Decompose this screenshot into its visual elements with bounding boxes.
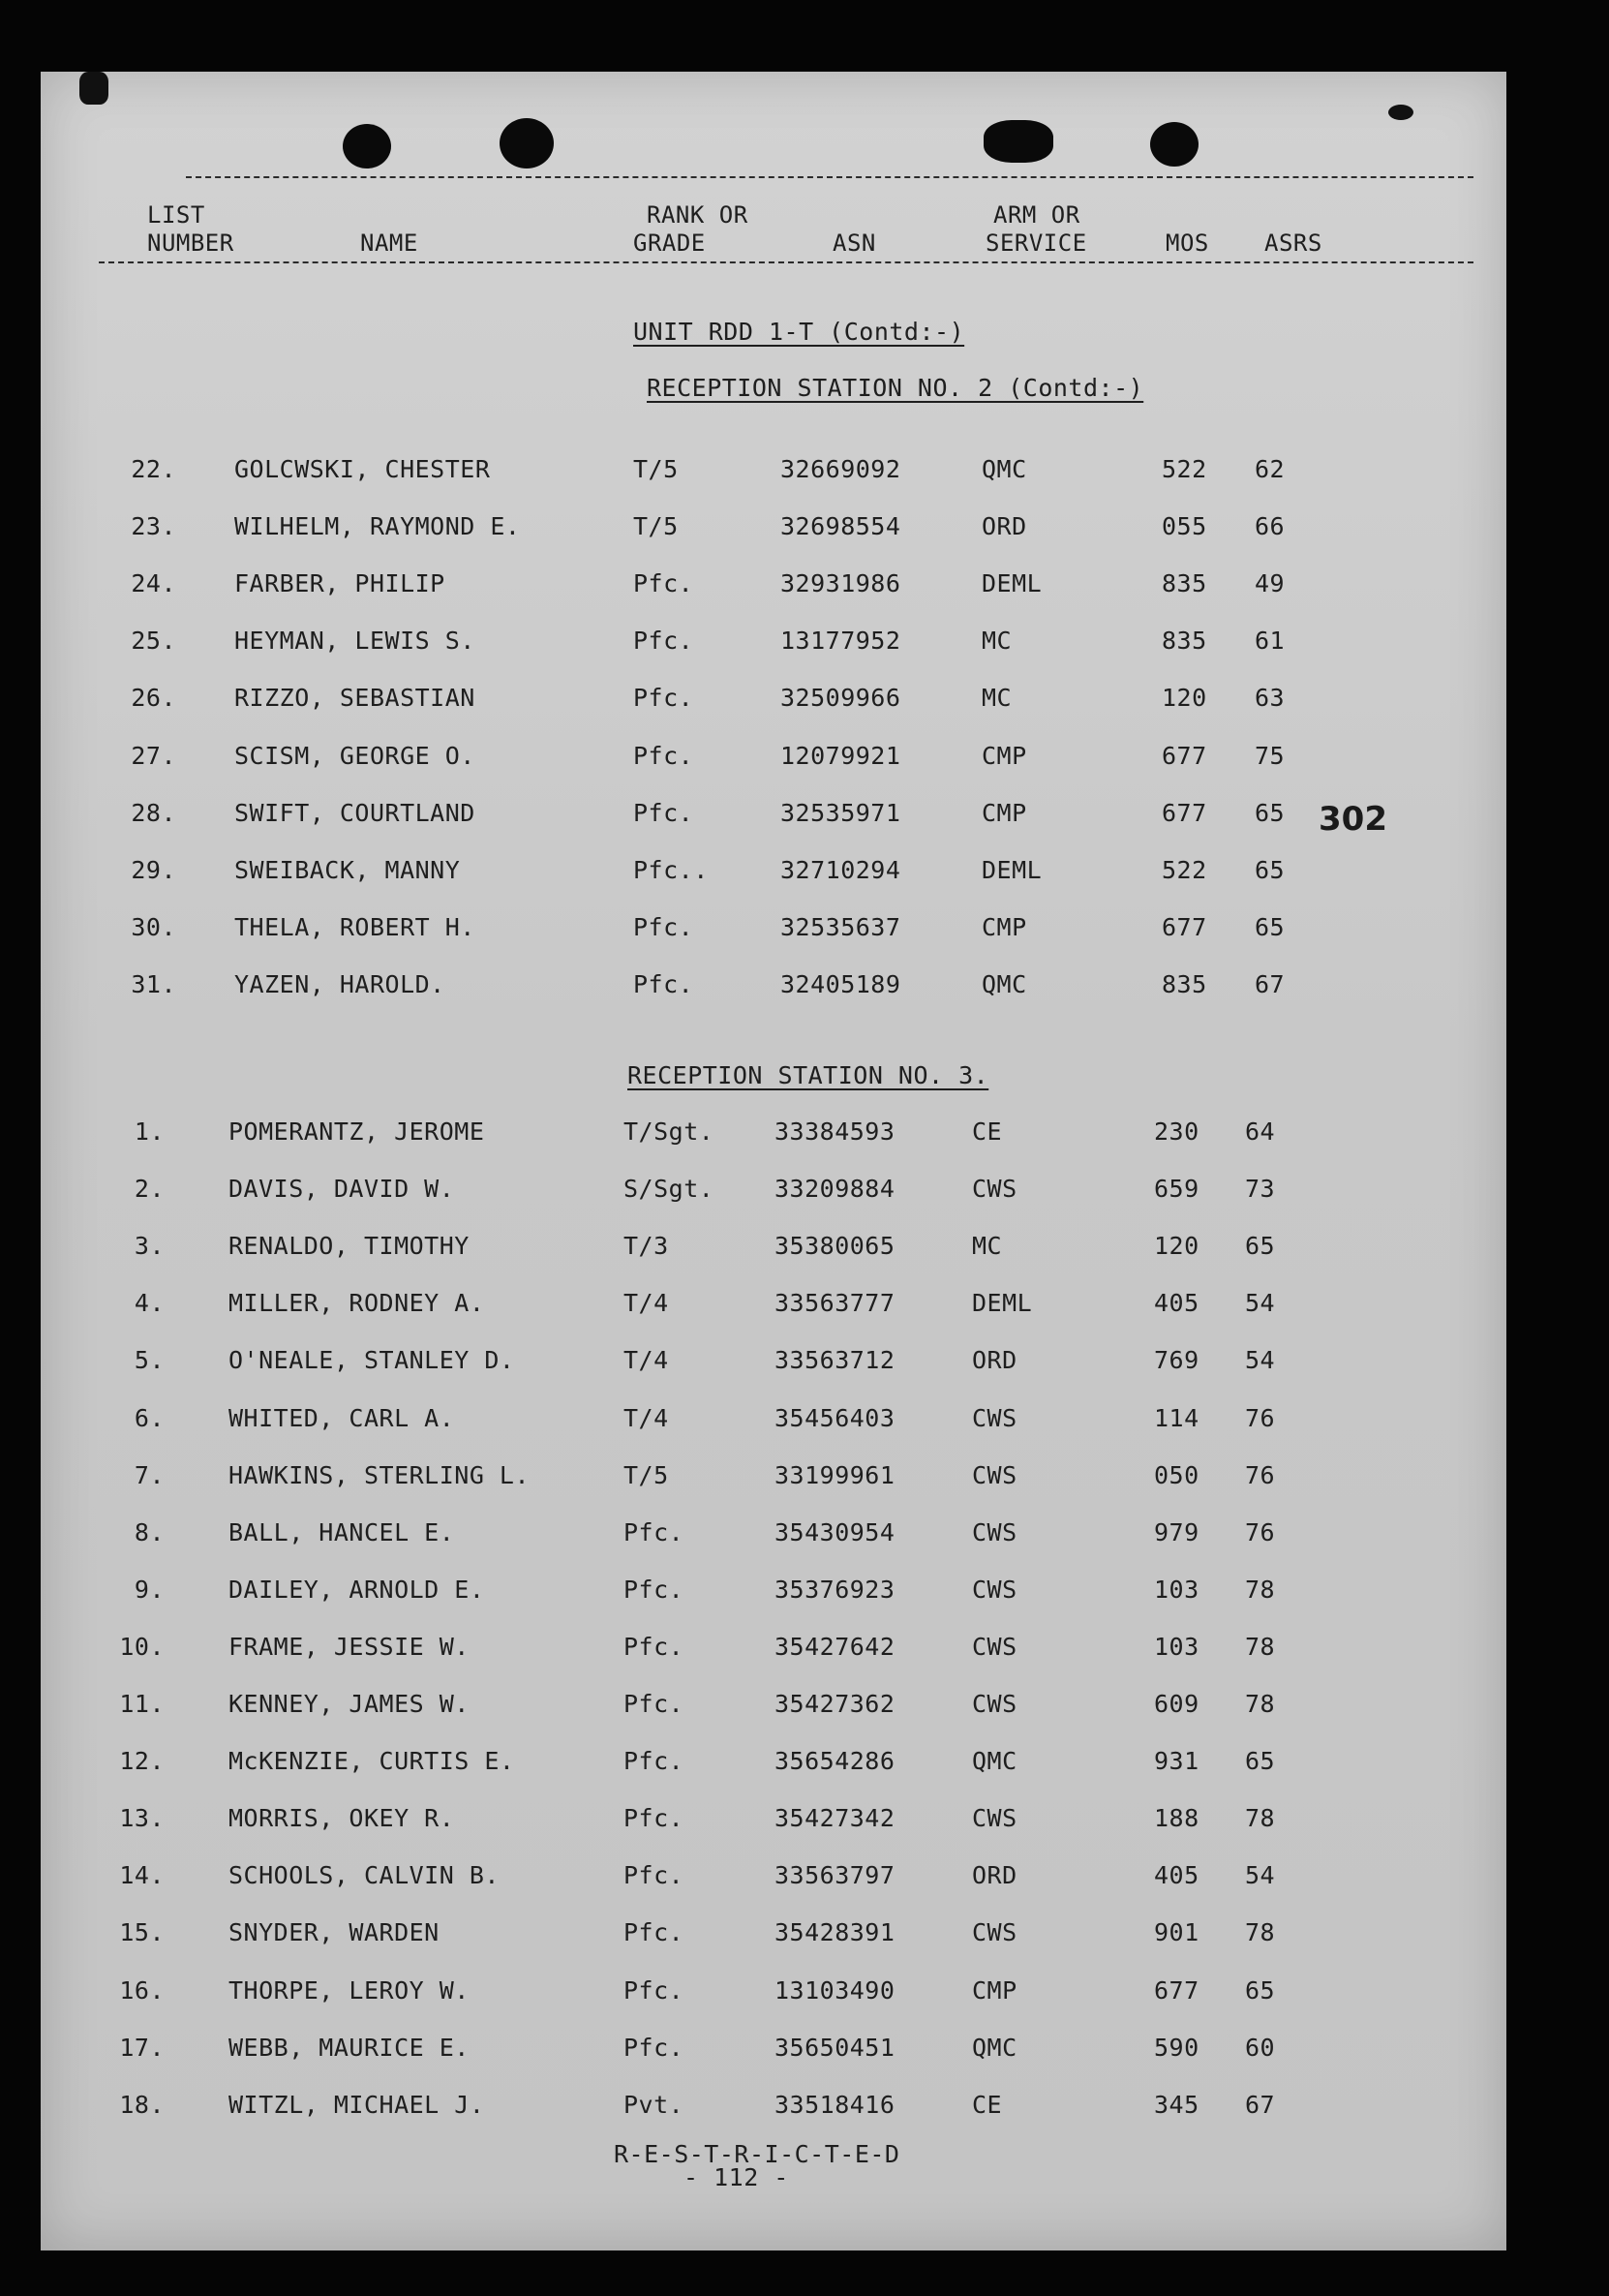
row-number: 4. [134,1289,165,1318]
row-mos: 114 [1154,1403,1199,1432]
row-rank: Pfc. [623,2033,684,2062]
row-mos: 522 [1162,855,1207,884]
row-mos: 659 [1154,1175,1199,1204]
row-asn: 12079921 [780,741,901,770]
row-asrs: 65 [1255,912,1286,941]
row-asn: 32698554 [780,512,901,541]
row-name: RIZZO, SEBASTIAN [234,684,475,713]
header-name: NAME [360,230,418,257]
row-asn: 32405189 [780,969,901,998]
row-rank: T/4 [623,1403,669,1432]
row-asn: 32535971 [780,798,901,827]
station2-heading: RECEPTION STATION NO. 2 (Contd:-) [647,374,1144,402]
row-asn: 33209884 [774,1175,896,1204]
row-arm: CMP [982,912,1027,941]
punch-hole [1150,122,1199,167]
row-asn: 35428391 [774,1918,896,1947]
row-number: 5. [134,1346,165,1375]
row-rank: T/4 [623,1346,669,1375]
row-mos: 405 [1154,1861,1199,1890]
row-mos: 345 [1154,2090,1199,2119]
row-mos: 931 [1154,1747,1199,1776]
row-rank: S/Sgt. [623,1175,714,1204]
row-asrs: 54 [1245,1289,1276,1318]
row-arm: CWS [972,1918,1017,1947]
punch-hole [984,120,1053,163]
row-mos: 590 [1154,2033,1199,2062]
row-arm: ORD [972,1346,1017,1375]
row-mos: 103 [1154,1632,1199,1661]
stamped-page-number: 302 [1319,800,1387,839]
row-arm: CMP [972,1975,1017,2005]
row-asn: 13103490 [774,1975,896,2005]
row-asrs: 78 [1245,1804,1276,1833]
row-asrs: 49 [1255,569,1286,598]
row-asn: 33563712 [774,1346,896,1375]
row-name: WILHELM, RAYMOND E. [234,512,521,541]
row-arm: DEML [982,569,1043,598]
row-asn: 33384593 [774,1117,896,1146]
row-rank: Pfc. [633,627,694,656]
punch-hole [500,118,554,168]
row-number: 28. [131,798,176,827]
row-rank: Pfc. [623,1575,684,1604]
top-rule [186,176,1473,178]
row-name: O'NEALE, STANLEY D. [228,1346,515,1375]
row-number: 7. [134,1460,165,1489]
row-name: DAVIS, DAVID W. [228,1175,455,1204]
row-asrs: 67 [1245,2090,1276,2119]
row-arm: CWS [972,1690,1017,1718]
row-name: BALL, HANCEL E. [228,1517,455,1546]
row-name: DAILEY, ARNOLD E. [228,1575,485,1604]
row-rank: Pfc. [633,684,694,713]
row-number: 25. [131,627,176,656]
row-name: WEBB, MAURICE E. [228,2033,470,2062]
row-name: THELA, ROBERT H. [234,912,475,941]
row-number: 16. [119,1975,165,2005]
row-asrs: 75 [1255,741,1286,770]
footer-page-number: - 112 - [683,2163,789,2191]
row-rank: T/Sgt. [623,1117,714,1146]
row-rank: T/5 [623,1460,669,1489]
row-asrs: 78 [1245,1918,1276,1947]
row-mos: 230 [1154,1117,1199,1146]
row-asn: 35376923 [774,1575,896,1604]
row-mos: 120 [1154,1232,1199,1261]
row-mos: 405 [1154,1289,1199,1318]
row-mos: 188 [1154,1804,1199,1833]
row-name: SNYDER, WARDEN [228,1918,440,1947]
row-number: 27. [131,741,176,770]
row-name: RENALDO, TIMOTHY [228,1232,470,1261]
row-rank: Pfc. [633,969,694,998]
row-mos: 677 [1154,1975,1199,2005]
row-number: 26. [131,684,176,713]
row-mos: 055 [1162,512,1207,541]
row-asn: 32535637 [780,912,901,941]
row-number: 8. [134,1517,165,1546]
row-asrs: 66 [1255,512,1286,541]
row-arm: CWS [972,1175,1017,1204]
document-page [41,72,1506,2250]
row-number: 2. [134,1175,165,1204]
row-arm: CMP [982,798,1027,827]
row-number: 12. [119,1747,165,1776]
row-asn: 33518416 [774,2090,896,2119]
station3-heading: RECEPTION STATION NO. 3. [627,1061,989,1089]
row-name: WHITED, CARL A. [228,1403,455,1432]
row-asn: 33563777 [774,1289,896,1318]
row-name: HAWKINS, STERLING L. [228,1460,531,1489]
row-asn: 32669092 [780,455,901,483]
row-arm: CWS [972,1804,1017,1833]
ink-blot [1388,105,1413,120]
row-mos: 677 [1162,912,1207,941]
row-asn: 35654286 [774,1747,896,1776]
row-asn: 35650451 [774,2033,896,2062]
header-mos: MOS [1166,230,1209,257]
row-rank: Pvt. [623,2090,684,2119]
row-asrs: 62 [1255,455,1286,483]
row-asrs: 54 [1245,1861,1276,1890]
row-number: 10. [119,1632,165,1661]
row-mos: 522 [1162,455,1207,483]
row-rank: Pfc. [633,741,694,770]
row-number: 23. [131,512,176,541]
row-arm: MC [982,627,1013,656]
row-asn: 35430954 [774,1517,896,1546]
row-number: 29. [131,855,176,884]
row-name: SCHOOLS, CALVIN B. [228,1861,500,1890]
row-arm: DEML [972,1289,1033,1318]
row-arm: MC [982,684,1013,713]
row-rank: Pfc. [633,798,694,827]
row-asrs: 65 [1245,1747,1276,1776]
header-arm: ARM OR SERVICE [986,201,1087,257]
row-asn: 35427642 [774,1632,896,1661]
row-mos: 103 [1154,1575,1199,1604]
row-number: 3. [134,1232,165,1261]
row-arm: ORD [972,1861,1017,1890]
row-name: THORPE, LEROY W. [228,1975,470,2005]
header-asn: ASN [833,230,876,257]
row-rank: T/4 [623,1289,669,1318]
row-name: FRAME, JESSIE W. [228,1632,470,1661]
row-asrs: 67 [1255,969,1286,998]
row-rank: Pfc. [623,1975,684,2005]
row-asrs: 63 [1255,684,1286,713]
row-asrs: 65 [1255,798,1286,827]
row-rank: Pfc. [623,1804,684,1833]
row-mos: 609 [1154,1690,1199,1718]
row-arm: QMC [972,2033,1017,2062]
row-name: SWIFT, COURTLAND [234,798,475,827]
row-asn: 35427342 [774,1804,896,1833]
row-name: WITZL, MICHAEL J. [228,2090,485,2119]
row-arm: ORD [982,512,1027,541]
unit-heading: UNIT RDD 1-T (Contd:-) [633,318,965,346]
row-mos: 677 [1162,741,1207,770]
row-asrs: 54 [1245,1346,1276,1375]
row-number: 11. [119,1690,165,1718]
row-number: 31. [131,969,176,998]
row-asn: 33199961 [774,1460,896,1489]
row-name: FARBER, PHILIP [234,569,445,598]
punch-hole [343,124,391,168]
row-arm: CWS [972,1403,1017,1432]
row-asrs: 76 [1245,1460,1276,1489]
row-number: 1. [134,1117,165,1146]
row-arm: MC [972,1232,1003,1261]
row-name: SCISM, GEORGE O. [234,741,475,770]
row-arm: QMC [982,969,1027,998]
row-asn: 33563797 [774,1861,896,1890]
row-rank: T/3 [623,1232,669,1261]
row-asrs: 65 [1245,1975,1276,2005]
row-rank: Pfc.. [633,855,709,884]
ink-blot [79,72,108,105]
row-rank: Pfc. [623,1861,684,1890]
row-mos: 120 [1162,684,1207,713]
row-rank: Pfc. [633,912,694,941]
row-asn: 35456403 [774,1403,896,1432]
row-asrs: 76 [1245,1403,1276,1432]
row-rank: Pfc. [623,1517,684,1546]
row-asrs: 65 [1245,1232,1276,1261]
row-rank: T/5 [633,512,679,541]
row-mos: 835 [1162,969,1207,998]
row-asrs: 64 [1245,1117,1276,1146]
row-arm: DEML [982,855,1043,884]
row-name: MORRIS, OKEY R. [228,1804,455,1833]
row-asrs: 78 [1245,1632,1276,1661]
row-asrs: 60 [1245,2033,1276,2062]
row-rank: Pfc. [623,1690,684,1718]
row-asrs: 65 [1255,855,1286,884]
row-name: SWEIBACK, MANNY [234,855,461,884]
row-mos: 979 [1154,1517,1199,1546]
row-number: 14. [119,1861,165,1890]
row-arm: CWS [972,1632,1017,1661]
row-asrs: 76 [1245,1517,1276,1546]
header-rank: RANK OR GRADE [633,201,748,257]
row-arm: QMC [982,455,1027,483]
row-mos: 835 [1162,627,1207,656]
header-underline [99,261,1473,263]
row-asn: 35380065 [774,1232,896,1261]
row-arm: CE [972,1117,1003,1146]
row-number: 17. [119,2033,165,2062]
row-arm: CMP [982,741,1027,770]
row-number: 13. [119,1804,165,1833]
row-name: McKENZIE, CURTIS E. [228,1747,515,1776]
row-asn: 32931986 [780,569,901,598]
row-arm: CE [972,2090,1003,2119]
row-asn: 35427362 [774,1690,896,1718]
row-number: 30. [131,912,176,941]
header-asrs: ASRS [1264,230,1322,257]
row-number: 9. [134,1575,165,1604]
row-mos: 677 [1162,798,1207,827]
row-name: MILLER, RODNEY A. [228,1289,485,1318]
row-rank: Pfc. [633,569,694,598]
row-asn: 32509966 [780,684,901,713]
row-rank: Pfc. [623,1747,684,1776]
row-name: KENNEY, JAMES W. [228,1690,470,1718]
row-mos: 050 [1154,1460,1199,1489]
row-arm: QMC [972,1747,1017,1776]
row-mos: 769 [1154,1346,1199,1375]
row-mos: 835 [1162,569,1207,598]
row-rank: Pfc. [623,1632,684,1661]
row-asrs: 61 [1255,627,1286,656]
row-asrs: 78 [1245,1690,1276,1718]
row-asn: 13177952 [780,627,901,656]
header-list-number: LIST NUMBER [147,201,234,257]
row-name: HEYMAN, LEWIS S. [234,627,475,656]
row-arm: CWS [972,1575,1017,1604]
row-rank: Pfc. [623,1918,684,1947]
row-number: 18. [119,2090,165,2119]
row-number: 22. [131,455,176,483]
row-name: POMERANTZ, JEROME [228,1117,485,1146]
row-asn: 32710294 [780,855,901,884]
row-name: GOLCWSKI, CHESTER [234,455,491,483]
row-number: 15. [119,1918,165,1947]
row-mos: 901 [1154,1918,1199,1947]
row-number: 6. [134,1403,165,1432]
footer-restricted: R-E-S-T-R-I-C-T-E-D [614,2140,900,2168]
row-number: 24. [131,569,176,598]
row-arm: CWS [972,1517,1017,1546]
row-asrs: 78 [1245,1575,1276,1604]
row-name: YAZEN, HAROLD. [234,969,445,998]
row-rank: T/5 [633,455,679,483]
row-asrs: 73 [1245,1175,1276,1204]
row-arm: CWS [972,1460,1017,1489]
